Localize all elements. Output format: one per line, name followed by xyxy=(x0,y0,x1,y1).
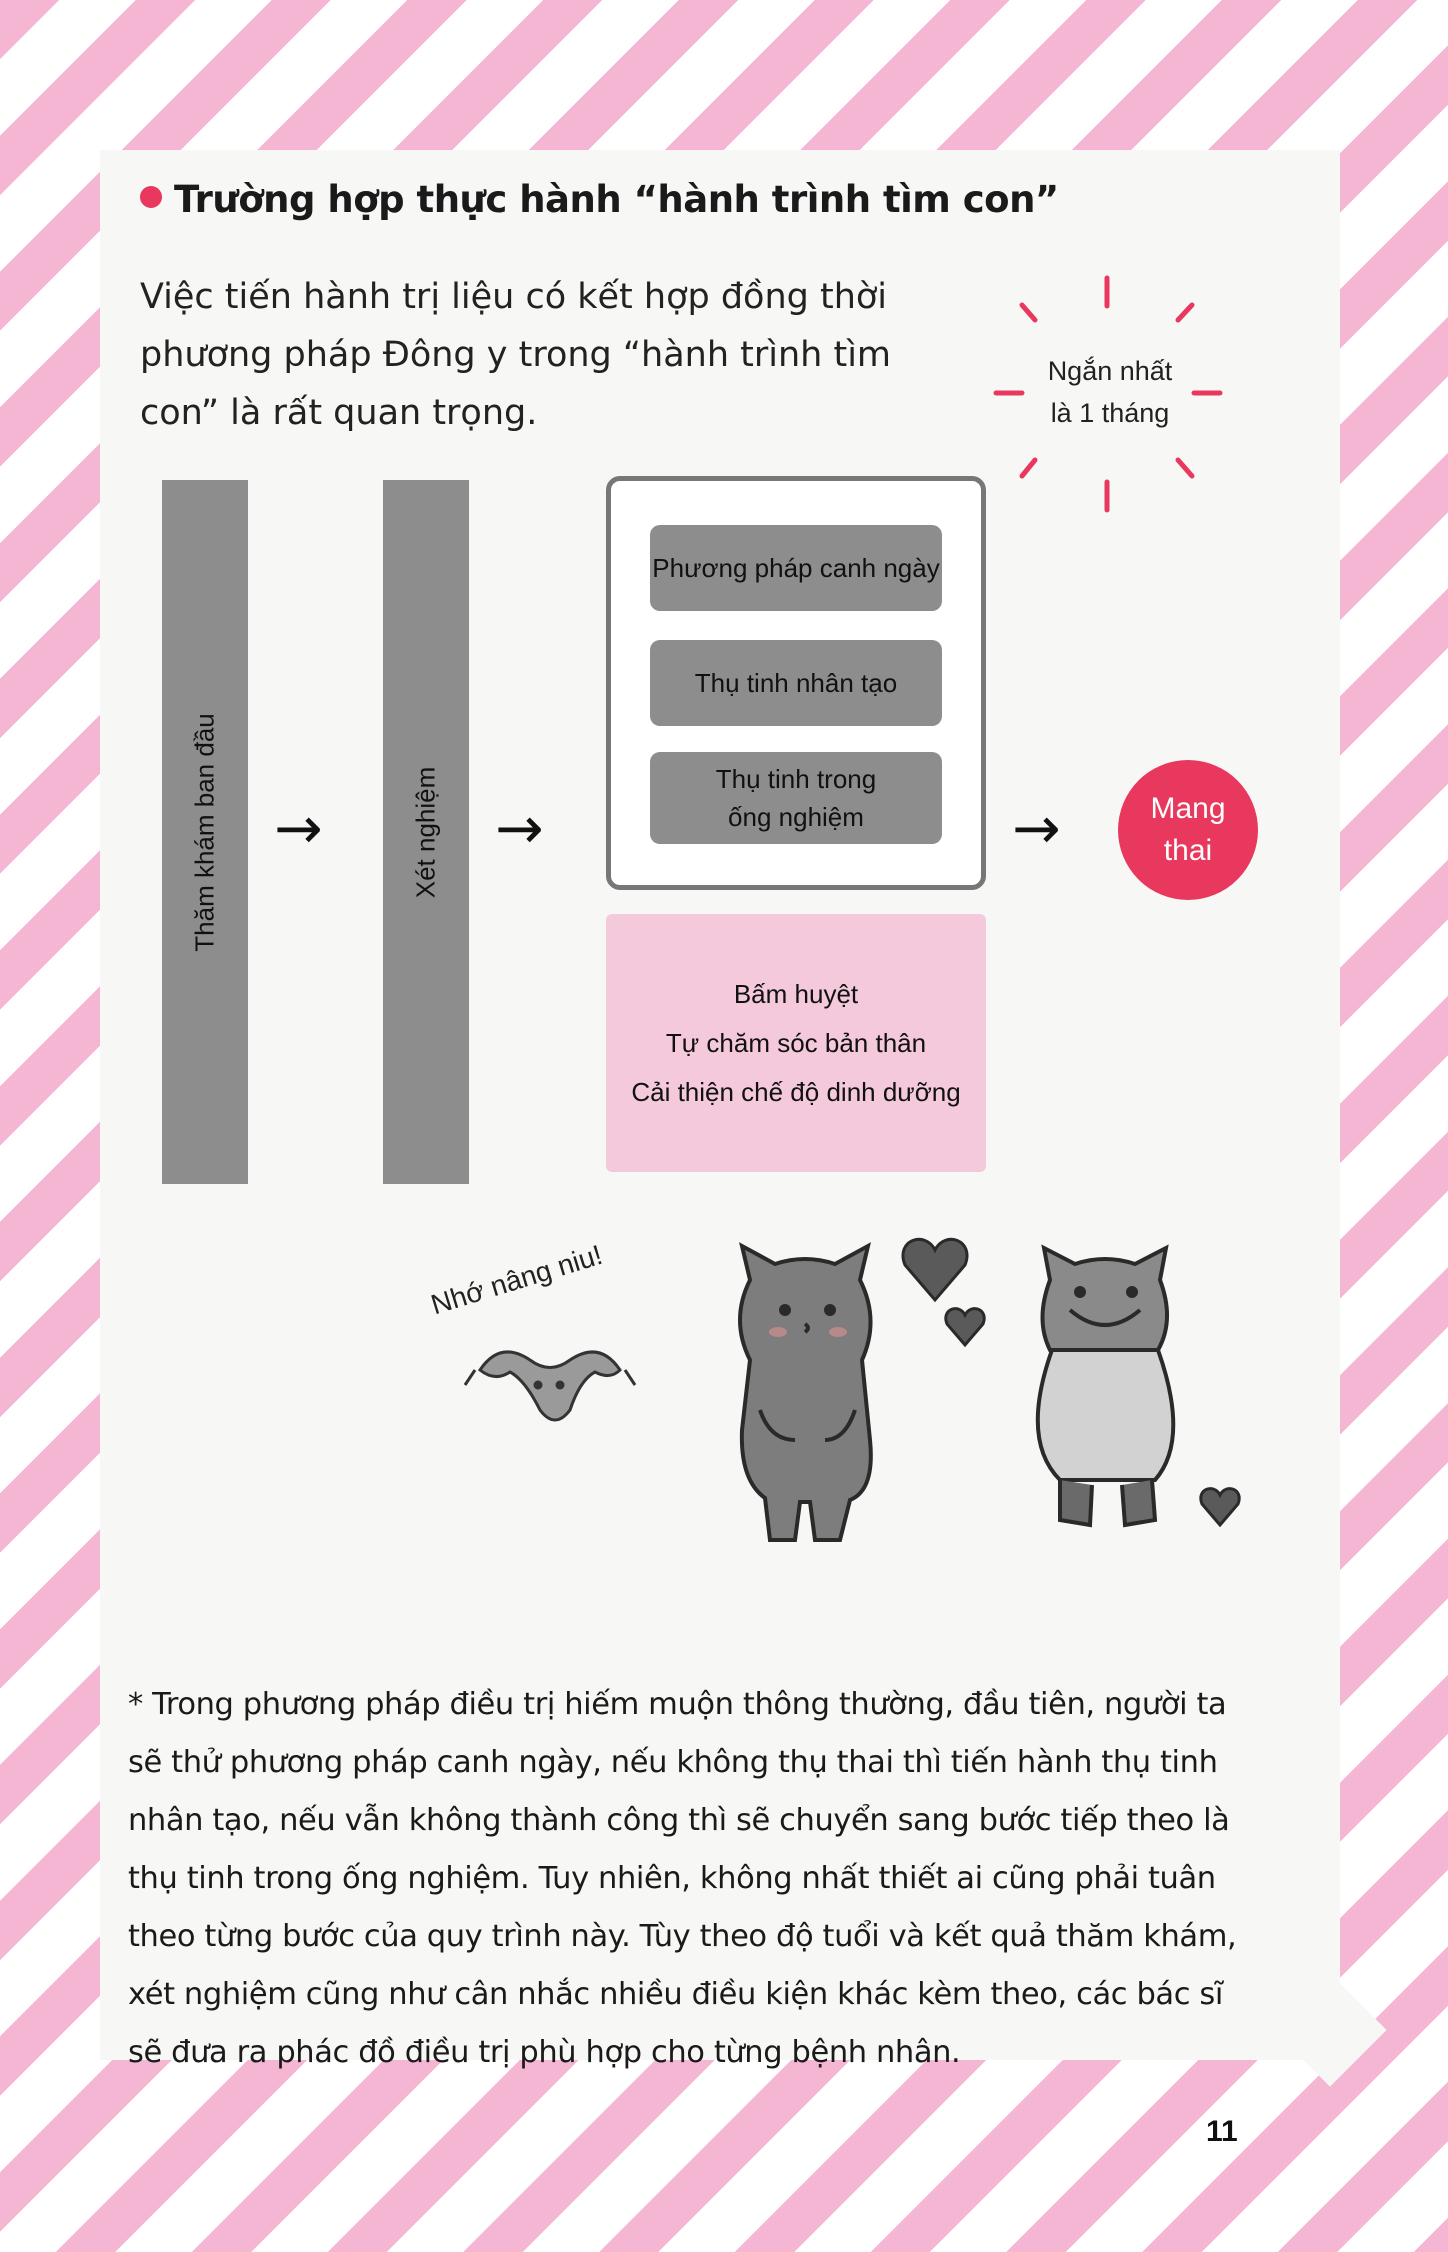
goal-line-1: Mang xyxy=(1150,792,1226,825)
supportive-care-box xyxy=(606,914,986,1172)
heart-icon xyxy=(946,1309,984,1345)
heart-icon xyxy=(903,1239,967,1300)
bear-father-icon xyxy=(740,1246,871,1540)
method-label-line-2: ống nghiệm xyxy=(728,802,864,832)
frog-mother-icon xyxy=(1038,1248,1174,1525)
step-initial-exam xyxy=(162,480,248,1184)
method-label: Thụ tinh trong xyxy=(715,764,877,794)
duration-callout xyxy=(990,270,1230,520)
arrow-right-icon: → xyxy=(495,794,544,862)
step-testing-label: Xét nghiệm xyxy=(410,766,441,898)
illustration-caption: Nhớ nâng niu! xyxy=(427,1238,606,1321)
title-bullet-icon xyxy=(140,186,162,208)
uterus-icon xyxy=(465,1352,635,1420)
step-initial-exam-label: Thăm khám ban đầu xyxy=(189,712,220,952)
support-item: Tự chăm sóc bản thân xyxy=(665,1027,927,1058)
arrow-right-icon: → xyxy=(1012,794,1061,862)
goal-line-2: thai xyxy=(1163,834,1213,867)
arrow-right-icon: → xyxy=(274,794,323,862)
heart-icon xyxy=(1201,1489,1239,1525)
callout-line-1: Ngắn nhất xyxy=(1047,356,1173,386)
support-item: Bấm huyệt xyxy=(733,978,859,1009)
method-label: Thụ tinh nhân tạo xyxy=(694,668,898,698)
step-testing xyxy=(383,480,469,1184)
section-title xyxy=(140,178,1059,221)
intro-paragraph: Việc tiến hành trị liệu có kết hợp đồng thời phương pháp Đông y trong “hành trình tìm con” là rất quan trọng. xyxy=(140,277,892,433)
section-title-text: Trường hợp thực hành “hành trình tìm con” xyxy=(174,178,1059,221)
method-timed-intercourse xyxy=(650,525,942,611)
method-label: Phương pháp canh ngày xyxy=(652,553,940,583)
method-ivf xyxy=(650,752,942,844)
support-item: Cải thiện chế độ dinh dưỡng xyxy=(631,1076,961,1107)
footnote-paragraph: * Trong phương pháp điều trị hiếm muộn thông thường, đầu tiên, người ta sẽ thử phương pháp canh ngày, nếu không thụ thai thì tiến hành thụ tinh nhân tạo, nếu vẫn không thành công thì sẽ chuyển sang bước tiếp theo là thụ tinh trong ống nghiệm. Tuy nhiên, không nhất thiết ai cũng phải tuân theo từng bước của quy trình này. Tùy theo độ tuổi và kết quả thăm khám, xét nghiệm cũng như cân nhắc nhiều điều kiện khác kèm theo, các bác sĩ sẽ đưa ra phác đồ điều trị phù hợp cho từng bệnh nhân. xyxy=(128,1687,1237,2070)
page-number: 11 xyxy=(1206,2115,1238,2148)
duration-callout-text xyxy=(990,350,1230,434)
method-artificial-insemination xyxy=(650,640,942,726)
goal-pregnancy-circle xyxy=(1118,760,1258,900)
callout-line-2: là 1 tháng xyxy=(1050,398,1170,428)
